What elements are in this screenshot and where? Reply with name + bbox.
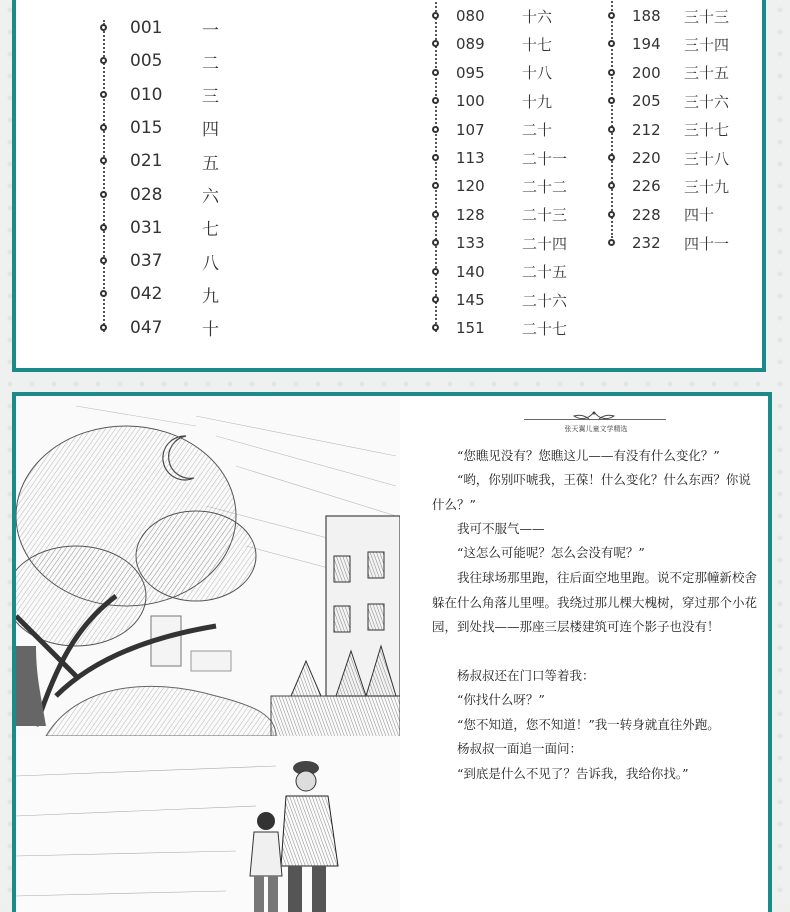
toc-page-number: 128: [456, 205, 485, 224]
toc-chapter-label: 三十七: [684, 121, 730, 140]
toc-chapter-label: 十九: [522, 92, 553, 111]
bullet-dot-icon: [608, 12, 615, 19]
toc-page-number: 028: [130, 184, 163, 205]
toc-chapter-label: 十: [202, 320, 219, 341]
toc-chapter-label: 三十八: [684, 149, 730, 168]
bullet-dot-icon: [100, 24, 107, 31]
toc-chapter-label: 二十七: [522, 319, 568, 338]
toc-column-2: [434, 0, 594, 368]
bullet-dot-icon: [608, 239, 615, 246]
toc-column-3: [610, 0, 760, 368]
paragraph: 杨叔叔还在门口等着我：: [457, 668, 595, 683]
bullet-dot-icon: [608, 69, 615, 76]
toc-rail: [435, 0, 437, 332]
bullet-dot-icon: [432, 211, 439, 218]
toc-chapter-label: 六: [202, 187, 219, 207]
bullet-dot-icon: [432, 97, 439, 104]
toc-page-number: 194: [632, 35, 661, 54]
book-spread-panel: [12, 392, 772, 912]
bullet-dot-icon: [100, 157, 107, 164]
bullet-dot-icon: [432, 324, 439, 331]
toc-page-number: 010: [130, 84, 163, 105]
bullet-dot-icon: [100, 290, 107, 297]
toc-page-number: 220: [632, 149, 661, 167]
school-building: [326, 516, 400, 696]
toc-page-number: 200: [632, 63, 661, 82]
paragraph: 杨叔叔一面追一面问：: [457, 741, 583, 756]
toc-page-number: 021: [130, 151, 163, 172]
toc-chapter-label: 八: [202, 253, 219, 274]
toc-chapter-label: 五: [202, 153, 219, 174]
bullet-dot-icon: [100, 191, 107, 198]
toc-chapter-label: 十八: [522, 64, 553, 83]
toc-page-number: 015: [130, 117, 163, 138]
toc-page-number: 089: [456, 35, 485, 54]
paragraph: 我往球场那里跑，往后面空地里跑。说不定那幢新校舍躲在什么角落儿里哩。我绕过那儿棵大槐树，穿过那个小花园，到处找——那座三层楼建筑可连个影子也没有！: [432, 570, 758, 634]
bullet-dot-icon: [432, 126, 439, 133]
toc-page-number: 005: [130, 51, 163, 72]
toc-page-number: 226: [632, 177, 661, 196]
toc-page-number: 228: [632, 205, 661, 224]
toc-chapter-label: 二十五: [522, 263, 568, 282]
toc-page-number: 145: [456, 291, 485, 309]
bullet-dot-icon: [608, 97, 615, 104]
toc-chapter-label: 三十五: [684, 64, 730, 83]
toc-chapter-label: 七: [202, 220, 219, 241]
toc-page-number: 001: [130, 18, 163, 38]
bullet-dot-icon: [432, 239, 439, 246]
bullet-dot-icon: [608, 126, 615, 133]
bullet-dot-icon: [100, 324, 107, 331]
bullet-dot-icon: [432, 268, 439, 275]
toc-rail: [103, 20, 105, 332]
bullet-dot-icon: [432, 12, 439, 19]
toc-column-1: [102, 0, 252, 368]
toc-page-number: 047: [130, 317, 163, 338]
toc-chapter-label: 四: [202, 120, 219, 141]
bullet-dot-icon: [100, 57, 107, 64]
toc-chapter-label: 二十: [522, 121, 553, 140]
paragraph: “这怎么可能呢？怎么会没有呢？”: [457, 545, 645, 560]
toc-chapter-label: 二十一: [522, 149, 568, 168]
ornament-icon: [554, 410, 634, 424]
toc-chapter-label: 四十一: [684, 234, 730, 253]
toc-chapter-label: 四十: [684, 206, 715, 225]
toc-page-number: 140: [456, 262, 485, 281]
text-page: [404, 396, 768, 912]
running-header: 张天翼儿童文学精选: [564, 425, 628, 433]
bullet-dot-icon: [432, 40, 439, 47]
toc-chapter-label: 三十四: [684, 35, 730, 54]
toc-chapter-label: 二: [202, 53, 219, 74]
bullet-dot-icon: [432, 154, 439, 161]
bullet-dot-icon: [100, 124, 107, 131]
toc-chapter-label: 三十六: [684, 92, 730, 111]
toc-page-number: 042: [130, 284, 163, 305]
bullet-dot-icon: [608, 40, 615, 47]
toc-chapter-label: 三: [202, 87, 219, 108]
toc-page-number: 151: [456, 319, 485, 338]
bullet-dot-icon: [100, 224, 107, 231]
toc-page-number: 107: [456, 120, 485, 139]
bullet-dot-icon: [432, 182, 439, 189]
bullet-dot-icon: [608, 154, 615, 161]
bullet-dot-icon: [608, 211, 615, 218]
toc-page-number: 100: [456, 92, 485, 111]
toc-chapter-label: 二十六: [522, 291, 568, 310]
paragraph: “你找什么呀？”: [457, 692, 545, 707]
distant-building: [191, 651, 231, 671]
toc-page-number: 037: [130, 251, 163, 272]
toc-page-number: 232: [632, 234, 661, 253]
toc-chapter-label: 二十二: [522, 177, 568, 196]
paragraph: 我可不服气——: [457, 521, 545, 536]
toc-page-number: 188: [632, 7, 661, 25]
paragraph: “您瞧见没有？您瞧这儿——有没有什么变化？”: [457, 448, 720, 463]
toc-chapter-label: 二十三: [522, 206, 568, 225]
table-of-contents-panel: [12, 0, 766, 372]
paragraph: “到底是什么不见了？告诉我，我给你找。”: [457, 766, 689, 781]
toc-chapter-label: 三十三: [684, 7, 730, 26]
toc-rail: [611, 0, 613, 238]
toc-chapter-label: 二十四: [522, 234, 568, 253]
sketch-illustration: [16, 396, 400, 912]
toc-page-number: 133: [456, 234, 485, 253]
bullet-dot-icon: [608, 182, 615, 189]
toc-chapter-label: 十六: [522, 7, 553, 26]
toc-page-number: 080: [456, 7, 485, 25]
toc-chapter-label: 三十九: [684, 177, 730, 196]
toc-chapter-label: 十七: [522, 35, 553, 54]
toc-page-number: 212: [632, 120, 661, 139]
bullet-dot-icon: [100, 257, 107, 264]
bullet-dot-icon: [432, 296, 439, 303]
toc-page-number: 113: [456, 149, 485, 167]
toc-chapter-label: 九: [202, 286, 219, 307]
toc-page-number: 095: [456, 63, 485, 82]
toc-page-number: 031: [130, 217, 163, 238]
toc-page-number: 120: [456, 177, 485, 196]
paragraph: “您不知道，您不知道！”我一转身就直往外跑。: [457, 717, 720, 732]
bullet-dot-icon: [432, 69, 439, 76]
header-rule: [524, 419, 666, 420]
toc-page-number: 205: [632, 92, 661, 111]
toc-chapter-label: 一: [202, 20, 219, 41]
bullet-dot-icon: [100, 91, 107, 98]
paragraph: “哟，你别吓唬我，王葆！什么变化？什么东西？你说什么？”: [432, 472, 751, 512]
